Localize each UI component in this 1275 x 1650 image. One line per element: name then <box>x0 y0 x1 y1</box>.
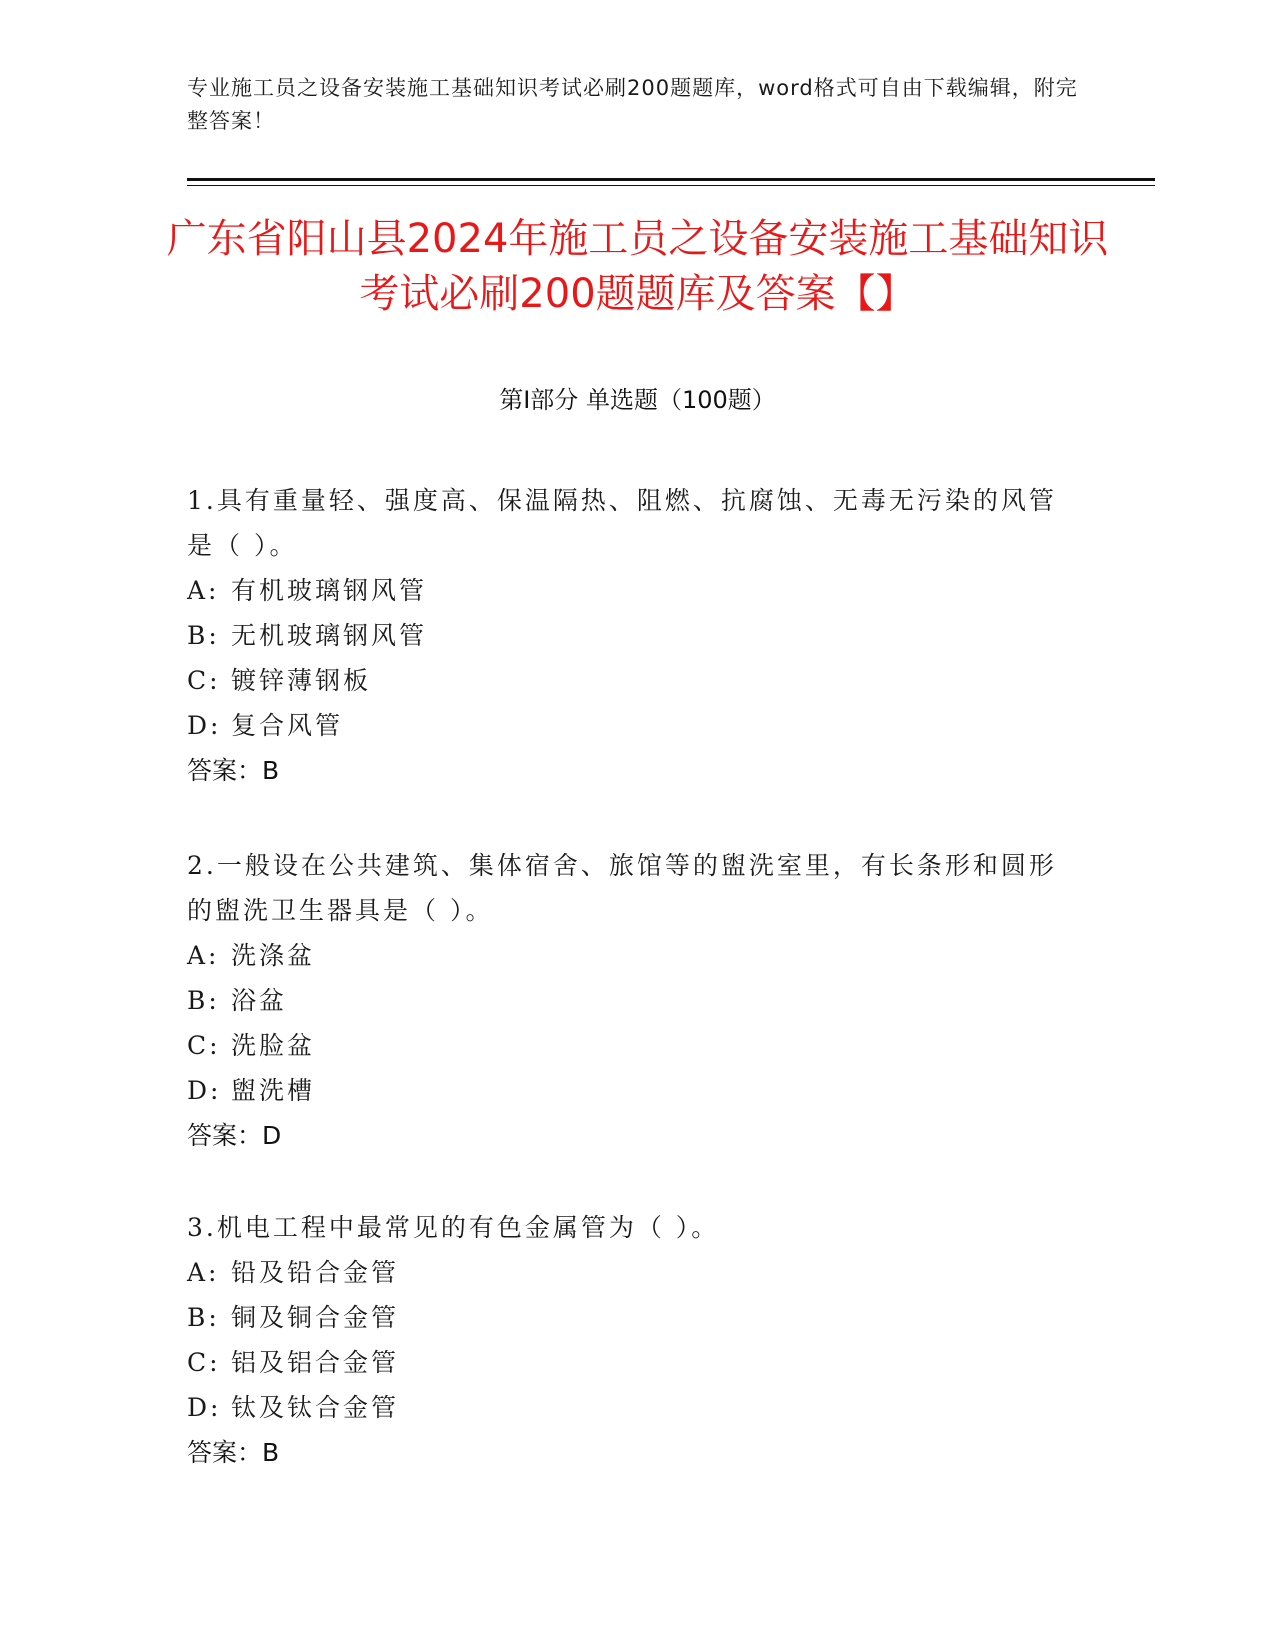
option-text: 有机玻璃钢风管 <box>231 576 428 605</box>
option-letter: A: <box>187 1258 220 1287</box>
option-text: 铜及铜合金管 <box>231 1303 400 1332</box>
page-header-intro: 专业施工员之设备安装施工基础知识考试必刷200题题库，word格式可自由下载编辑，附完整答案！ <box>187 76 1078 133</box>
option-text: 无机玻璃钢风管 <box>231 621 428 650</box>
document-title: 广东省阳山县2024年施工员之设备安装施工基础知识考试必刷200题题库及答案【】 <box>166 216 1109 317</box>
option-text: 洗涤盆 <box>231 941 316 970</box>
option-letter: A: <box>187 941 220 970</box>
option-letter: D: <box>187 1393 222 1422</box>
option-d <box>187 1385 1067 1430</box>
answer-line: 答案：D <box>187 1121 282 1150</box>
option-d <box>187 703 1067 748</box>
option-c <box>187 1023 1067 1068</box>
section-heading: 第I部分 单选题（100题） <box>499 386 776 414</box>
option-text: 浴盆 <box>231 986 288 1015</box>
option-b <box>187 978 1067 1023</box>
question-stem: 3.机电工程中最常见的有色金属管为（ ）。 <box>187 1213 720 1242</box>
option-text: 铅及铅合金管 <box>231 1258 400 1287</box>
question-3 <box>187 1205 1067 1475</box>
option-letter: C: <box>187 1031 221 1060</box>
option-b <box>187 613 1067 658</box>
option-text: 盥洗槽 <box>231 1076 316 1105</box>
option-text: 复合风管 <box>231 711 344 740</box>
option-letter: B: <box>187 986 220 1015</box>
question-stem: 1.具有重量轻、强度高、保温隔热、阻燃、抗腐蚀、无毒无污染的风管是（ ）。 <box>187 486 1057 560</box>
header-divider-thin <box>187 185 1155 186</box>
option-b <box>187 1295 1067 1340</box>
option-letter: B: <box>187 621 220 650</box>
option-text: 钛及钛合金管 <box>231 1393 400 1422</box>
option-c <box>187 1340 1067 1385</box>
option-letter: A: <box>187 576 220 605</box>
option-a <box>187 933 1067 978</box>
question-1 <box>187 478 1067 793</box>
option-letter: C: <box>187 666 221 695</box>
question-2 <box>187 843 1067 1158</box>
option-text: 洗脸盆 <box>231 1031 316 1060</box>
header-divider-thick <box>187 178 1155 181</box>
option-c <box>187 658 1067 703</box>
option-letter: D: <box>187 1076 222 1105</box>
answer-line: 答案：B <box>187 1438 280 1467</box>
option-letter: C: <box>187 1348 221 1377</box>
option-a <box>187 568 1067 613</box>
option-a <box>187 1250 1067 1295</box>
option-d <box>187 1068 1067 1113</box>
option-letter: D: <box>187 711 222 740</box>
question-stem: 2.一般设在公共建筑、集体宿舍、旅馆等的盥洗室里，有长条形和圆形的盥洗卫生器具是（ ）。 <box>187 851 1057 925</box>
option-text: 镀锌薄钢板 <box>231 666 372 695</box>
option-letter: B: <box>187 1303 220 1332</box>
option-text: 铝及铝合金管 <box>231 1348 400 1377</box>
answer-line: 答案：B <box>187 756 280 785</box>
